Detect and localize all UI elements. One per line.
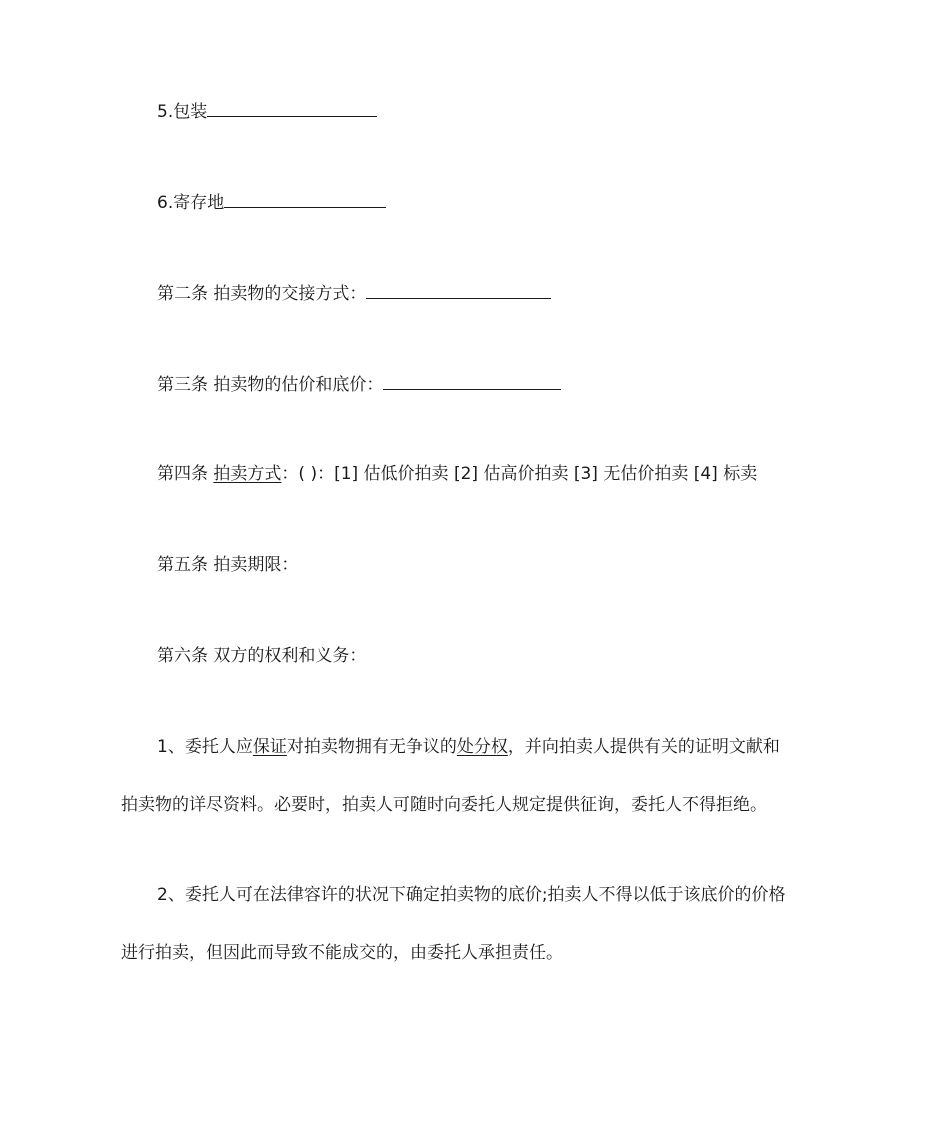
article-3-text: 第三条 拍卖物的估价和底价： [157, 375, 384, 395]
article-5-text: 第五条 拍卖期限： [157, 555, 299, 575]
article-6-text: 第六条 双方的权利和义务： [157, 646, 367, 666]
storage-blank [224, 189, 386, 208]
item-packaging [157, 98, 377, 124]
packaging-blank [207, 98, 377, 117]
disposal-right-link: 处分权 [456, 737, 508, 757]
clause-2-text: 2、委托人可在法律容许的状况下确定拍卖物的底价;拍卖人不得以低于该底价的价格 [157, 885, 786, 905]
article-5 [157, 553, 298, 577]
item-storage [157, 189, 386, 215]
article-3-blank [383, 371, 561, 390]
clause-2-line-2 [121, 941, 563, 965]
guarantee-link: 保证 [252, 737, 287, 757]
item-packaging-label: 5.包装 [157, 102, 208, 122]
article-4-options: ：( )：[1] 估低价拍卖 [2] 估高价拍卖 [3] 无估价拍卖 [4] 标卖 [281, 464, 758, 484]
article-2 [157, 280, 551, 306]
clause-1-part: ，并向拍卖人提供有关的证明文献和 [507, 737, 780, 757]
clause-2-continuation: 进行拍卖，但因此而导致不能成交的，由委托人承担责任。 [121, 943, 563, 963]
auction-method-link: 拍卖方式 [213, 464, 282, 484]
article-4-prefix: 第四条 [157, 464, 214, 484]
clause-1-part: 对拍卖物拥有无争议的 [286, 737, 457, 757]
article-2-text: 第二条 拍卖物的交接方式： [157, 284, 367, 304]
clause-2-line-1 [157, 883, 786, 907]
clause-1-continuation: 拍卖物的详尽资料。必要时，拍卖人可随时向委托人规定提供征询，委托人不得拒绝。 [121, 795, 767, 815]
article-4 [157, 462, 757, 486]
article-6 [157, 644, 366, 668]
item-storage-label: 6.寄存地 [157, 193, 225, 213]
clause-1-line-1 [157, 735, 780, 759]
article-3 [157, 371, 561, 397]
clause-1-line-2 [121, 793, 767, 817]
article-2-blank [366, 280, 551, 299]
clause-1-part: 1、委托人应 [157, 737, 253, 757]
